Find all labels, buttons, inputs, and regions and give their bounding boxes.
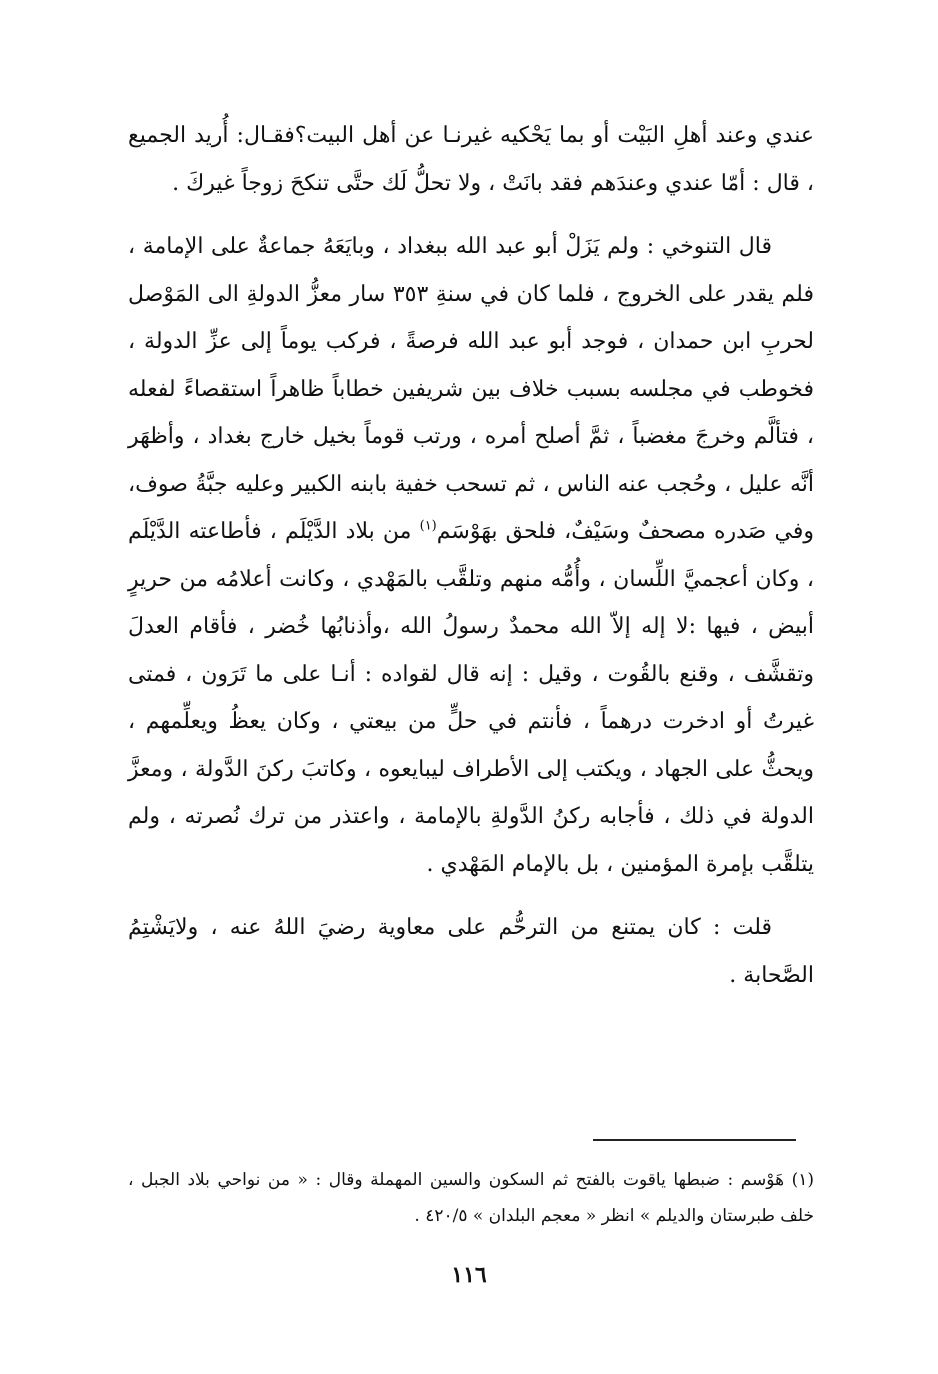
paragraph-3: قلت : كان يمتنع من الترحُّم على معاوية رضيَ اللهُ عنه ، ولايَشْتِمُ الصَّحابة .	[128, 915, 814, 988]
footnote-separator	[593, 1139, 796, 1141]
footnote-marker: (١)	[419, 518, 437, 534]
paragraph-2	[128, 223, 814, 888]
paragraph-2-continuation: من بلاد الدَّيْلَم ، فأطاعته الدَّيْلَم ، وكان أعجميَّ اللِّسان ، وأُمُّه منهم وتلقَّب بالمَهْدي ، وكانت أعلامُه من حريرٍ أبيض ، فيها :لا إله إلاّ الله محمدٌ رسولُ الله ،وأذنابُها خُضر ، فأقام العدلَ وتقشَّف ، وقنع بالقُوت ، وقيل : إنه قال لقواده : أنـا على ما تَرَون ، فمتى غيرتُ أو ادخرت درهماً ، فأنتم في حلٍّ من بيعتي ، وكان يعظُ ويعلِّمهم ، ويحثُّ على الجهاد ، ويكتب إلى الأطراف ليبايعوه ، وكاتبَ ركنَ الدَّولة ، ومعزَّ الدولة في ذلك ، فأجابه ركنُ الدَّولةِ بالإمامة ، واعتذر من ترك نُصرته ، ولم يتلقَّب بإمرة المؤمنين ، بل بالإمام المَهْدي .	[128, 519, 814, 877]
footnote: (١) هَوْسم : ضبطها ياقوت بالفتح ثم السكون والسين المهملة وقال : « من نواحي بلاد الجبل ، خلف طبرستان والديلم » انظر « معجم البلدان » ٤٢٠/٥ .	[128, 1170, 814, 1226]
paragraph-2-text: قال التنوخي : ولم يَزَلْ أبو عبد الله ببغداد ، وبايَعَهُ جماعةٌ على الإمامة ، فلم يقدر على الخروج ، فلما كان في سنةِ ٣٥٣ سار معزُّ الدولةِ الى المَوْصل لحربِ ابن حمدان ، فوجد أبو عبد الله فرصةً ، فركب يوماً إلى عزِّ الدولة ، فخوطب في مجلسه بسبب خلاف بين شريفين خطاباً ظاهراً استقصاءً لفعله ، فتألَّم وخرجَ مغضباً ، ثمَّ أصلح أمره ، ورتب قوماً بخيل خارج بغداد ، وأظهَر أنَّه عليل ، وحُجب عنه الناس ، ثم تسحب خفية بابنه الكبير وعليه جبَّةُ صوف، وفي صَدره مصحفٌ وسَيْفٌ، فلحق بهَوْسَم	[128, 234, 814, 544]
page-number: ١١٦	[451, 1262, 487, 1288]
paragraph-1: عندي وعند أهلِ البَيْت أو بما يَحْكيه غيرنـا عن أهل البيت؟فقـال: أُريد الجميع ، قال : أمّا عندي وعندَهم فقد بانَتْ ، ولا تحلُّ لَك حتَّى تنكحَ زوجاً غيركَ .	[128, 123, 814, 196]
main-text	[128, 112, 814, 1015]
